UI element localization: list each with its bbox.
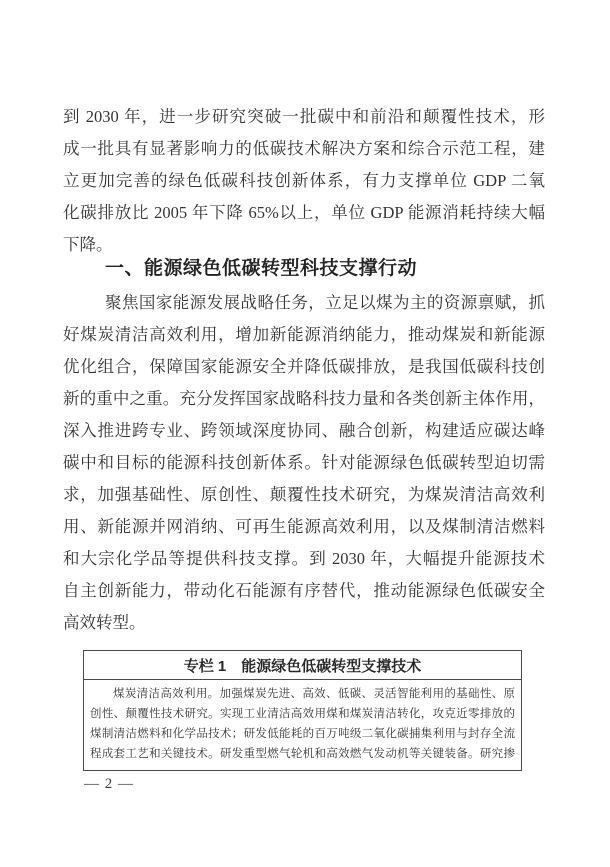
text-line: 煤制清洁燃料和化学品技术；研发低能耗的百万吨级二氧化碳捕集利用与封存全流 — [90, 728, 515, 740]
intro-paragraph — [63, 101, 545, 261]
text-line: 创性、颠覆性技术研究。实现工业清洁高效用煤和煤炭清洁转化，攻克近零排放的 — [90, 708, 515, 720]
text-line: 成一批具有显著影响力的低碳技术解决方案和综合示范工程，建 — [63, 139, 545, 158]
text-line: 好煤炭清洁高效利用，增加新能源消纳能力，推动煤炭和新能源 — [63, 325, 545, 344]
text-line: 到 2030 年，进一步研究突破一批碳中和前沿和颠覆性技术，形 — [63, 107, 545, 126]
text-line: 化碳排放比 2005 年下降 65%以上，单位 GDP 能源消耗持续大幅 — [63, 203, 545, 222]
text-line: 碳中和目标的能源科技创新体系。针对能源绿色低碳转型迫切需 — [63, 453, 545, 472]
text-line: 高效转型。 — [63, 613, 146, 632]
text-line: 自主创新能力，带动化石能源有序替代，推动能源绿色低碳安全 — [63, 581, 545, 600]
text-line: 程成套工艺和关键技术。研发重型燃气轮机和高效燃气发动机等关键装备。研究掺 — [90, 748, 515, 760]
body-paragraph — [63, 287, 545, 639]
text-line: 聚焦国家能源发展战略任务，立足以煤为主的资源禀赋，抓 — [105, 293, 545, 312]
section-heading: 一、能源绿色低碳转型科技支撑行动 — [105, 258, 418, 279]
text-line: 新的重中之重。充分发挥国家战略科技力量和各类创新主体作用， — [63, 389, 545, 408]
column-box-title: 专栏 1 能源绿色低碳转型支撑技术 — [84, 651, 521, 680]
text-line: 和大宗化学品等提供科技支撑。到 2030 年，大幅提升能源技术 — [63, 549, 545, 568]
column-box — [83, 650, 522, 771]
text-line: 深入推进跨专业、跨领域深度协同、融合创新，构建适应碳达峰 — [63, 421, 545, 440]
text-line: 用、新能源并网消纳、可再生能源高效利用，以及煤制清洁燃料 — [63, 517, 545, 536]
text-line: 下降。 — [63, 235, 113, 254]
text-line: 求，加强基础性、原创性、颠覆性技术研究，为煤炭清洁高效利 — [63, 485, 545, 504]
text-line: 优化组合，保障国家能源安全并降低碳排放，是我国低碳科技创 — [63, 357, 545, 376]
text-line: 煤炭清洁高效利用。加强煤炭先进、高效、低碳、灵活智能利用的基础性、原 — [113, 688, 515, 700]
column-box-body — [84, 680, 521, 770]
page-number: — 2 — — [84, 776, 134, 792]
text-line: 立更加完善的绿色低碳科技创新体系，有力支撑单位 GDP 二氧 — [63, 171, 545, 190]
